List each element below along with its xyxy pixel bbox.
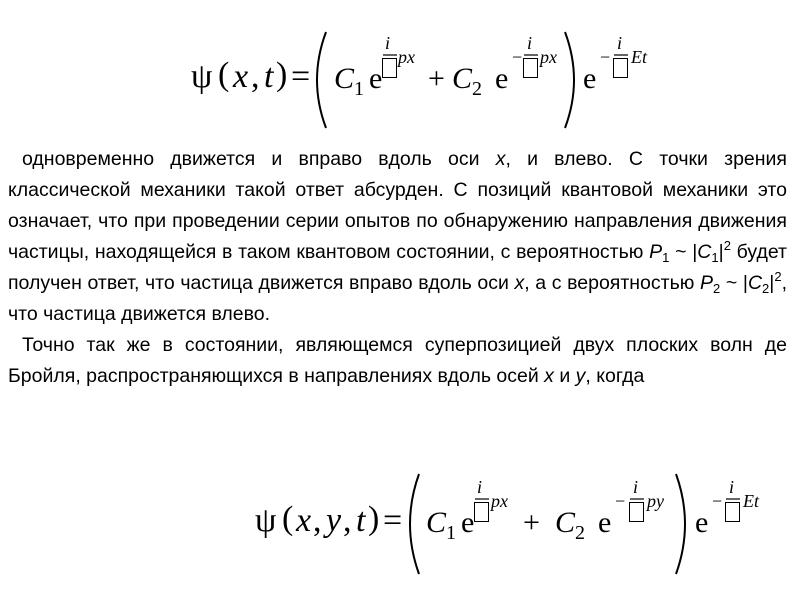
coefficient-c2: C — [452, 62, 473, 95]
subscript-2: 2 — [713, 281, 721, 296]
abs-bar: | — [718, 241, 724, 263]
paragraph-explanation — [8, 144, 787, 330]
subscript-1: 1 — [446, 522, 456, 544]
exponent-px: px — [491, 491, 508, 511]
exponential-e: e — [598, 506, 612, 539]
subscript-2: 2 — [472, 78, 482, 100]
text-run: будет получен ответ, что частица движется вправо вдоль оси — [8, 241, 787, 294]
coefficient-c: C — [747, 272, 763, 294]
equals-sign: = — [291, 58, 311, 95]
fraction-bar — [383, 54, 397, 56]
variable-x: x — [514, 272, 525, 294]
exponent-py: py — [647, 491, 664, 511]
fraction-bar — [726, 498, 740, 500]
text-run: , что частица движется влево. — [8, 272, 787, 325]
exponential-e: e — [495, 62, 509, 95]
text-run: ~ | — [669, 241, 698, 263]
exponent-minus: − — [615, 491, 626, 511]
hbar-placeholder-icon — [382, 58, 397, 78]
exponential-e: e — [695, 506, 709, 539]
coefficient-c1: C — [334, 62, 355, 95]
hbar-placeholder-icon — [523, 58, 538, 78]
variable-t: t — [264, 58, 274, 95]
superscript-2: 2 — [723, 238, 731, 253]
text-run: Точно так же в состоянии, являющемся суперпозицией двух плоских волн де Бройля, распространяющихся в направлениях вдоль осей — [8, 334, 787, 387]
fraction-bar — [475, 498, 489, 500]
text-run: одновременно движется и вправо вдоль оси — [22, 148, 496, 170]
big-left-paren — [399, 472, 423, 576]
exponential-e: e — [461, 506, 475, 539]
variable-x: x — [296, 502, 312, 539]
exponent-minus: − — [512, 47, 523, 67]
big-right-paren — [672, 472, 696, 576]
coefficient-c1: C — [426, 506, 447, 539]
subscript-2: 2 — [575, 522, 585, 544]
hbar-placeholder-icon — [725, 502, 740, 522]
exponent-px: px — [540, 47, 557, 67]
fraction-bar — [614, 54, 628, 56]
subscript-1: 1 — [711, 250, 719, 265]
exponent-i: i — [633, 477, 639, 497]
exponent-minus: − — [712, 491, 723, 511]
paragraph-superposition — [8, 330, 787, 392]
comma: , — [343, 502, 352, 539]
exponent-i: i — [527, 33, 533, 53]
probability-p: P — [699, 272, 713, 294]
text-run: , когда — [585, 365, 645, 387]
subscript-1: 1 — [662, 250, 670, 265]
text-run: ~ | — [725, 272, 748, 294]
comma: , — [251, 58, 260, 95]
exponent-et: Et — [631, 47, 647, 67]
superscript-2: 2 — [774, 269, 782, 284]
subscript-1: 1 — [354, 78, 364, 100]
exponent-et: Et — [743, 491, 759, 511]
equation-wave-function-xt — [0, 0, 800, 140]
fraction-bar — [524, 54, 538, 56]
fraction-bar — [630, 498, 644, 500]
variable-x: x — [495, 148, 506, 170]
abs-bar: | — [769, 272, 775, 294]
text-run: , и влево. С точки зрения классической механики такой ответ абсурден. С позиций квантовой механики это означает, что при проведении серии опытов по обнаружению направления движения частицы, находящейся в таком квантовом состоянии, с вероятностью — [8, 148, 787, 263]
exponent-i: i — [729, 477, 735, 497]
coefficient-c: C — [697, 241, 712, 263]
equation-wave-function-xyt — [0, 460, 800, 600]
body-text — [8, 144, 787, 392]
plus-sign: + — [523, 506, 540, 539]
psi-symbol: ψ — [191, 58, 213, 95]
text-run: , а с вероятностью — [524, 272, 700, 294]
exponent-i: i — [385, 33, 391, 53]
exponential-e: e — [369, 62, 383, 95]
subscript-2: 2 — [762, 281, 770, 296]
variable-y: y — [575, 365, 586, 387]
right-paren: ) — [276, 56, 288, 93]
equals-sign: = — [383, 502, 403, 539]
variable-t: t — [356, 502, 366, 539]
exponent-i: i — [477, 477, 483, 497]
left-paren: ( — [218, 56, 230, 93]
variable-x: x — [233, 58, 249, 95]
text-run: и — [553, 365, 576, 387]
variable-y: y — [326, 502, 342, 539]
comma: , — [313, 502, 322, 539]
right-paren: ) — [368, 500, 380, 537]
hbar-placeholder-icon — [629, 502, 644, 522]
probability-p: P — [649, 241, 663, 263]
exponent-minus: − — [600, 47, 611, 67]
exponential-e: e — [583, 62, 597, 95]
left-paren: ( — [282, 500, 294, 537]
psi-symbol: ψ — [255, 502, 277, 539]
exponent-px: px — [398, 47, 415, 67]
hbar-placeholder-icon — [613, 58, 628, 78]
hbar-placeholder-icon — [474, 502, 489, 522]
big-left-paren — [306, 30, 330, 130]
big-right-paren — [561, 30, 585, 130]
exponent-i: i — [617, 33, 623, 53]
coefficient-c2: C — [555, 506, 576, 539]
plus-sign: + — [428, 62, 445, 95]
variable-x: x — [544, 365, 554, 387]
